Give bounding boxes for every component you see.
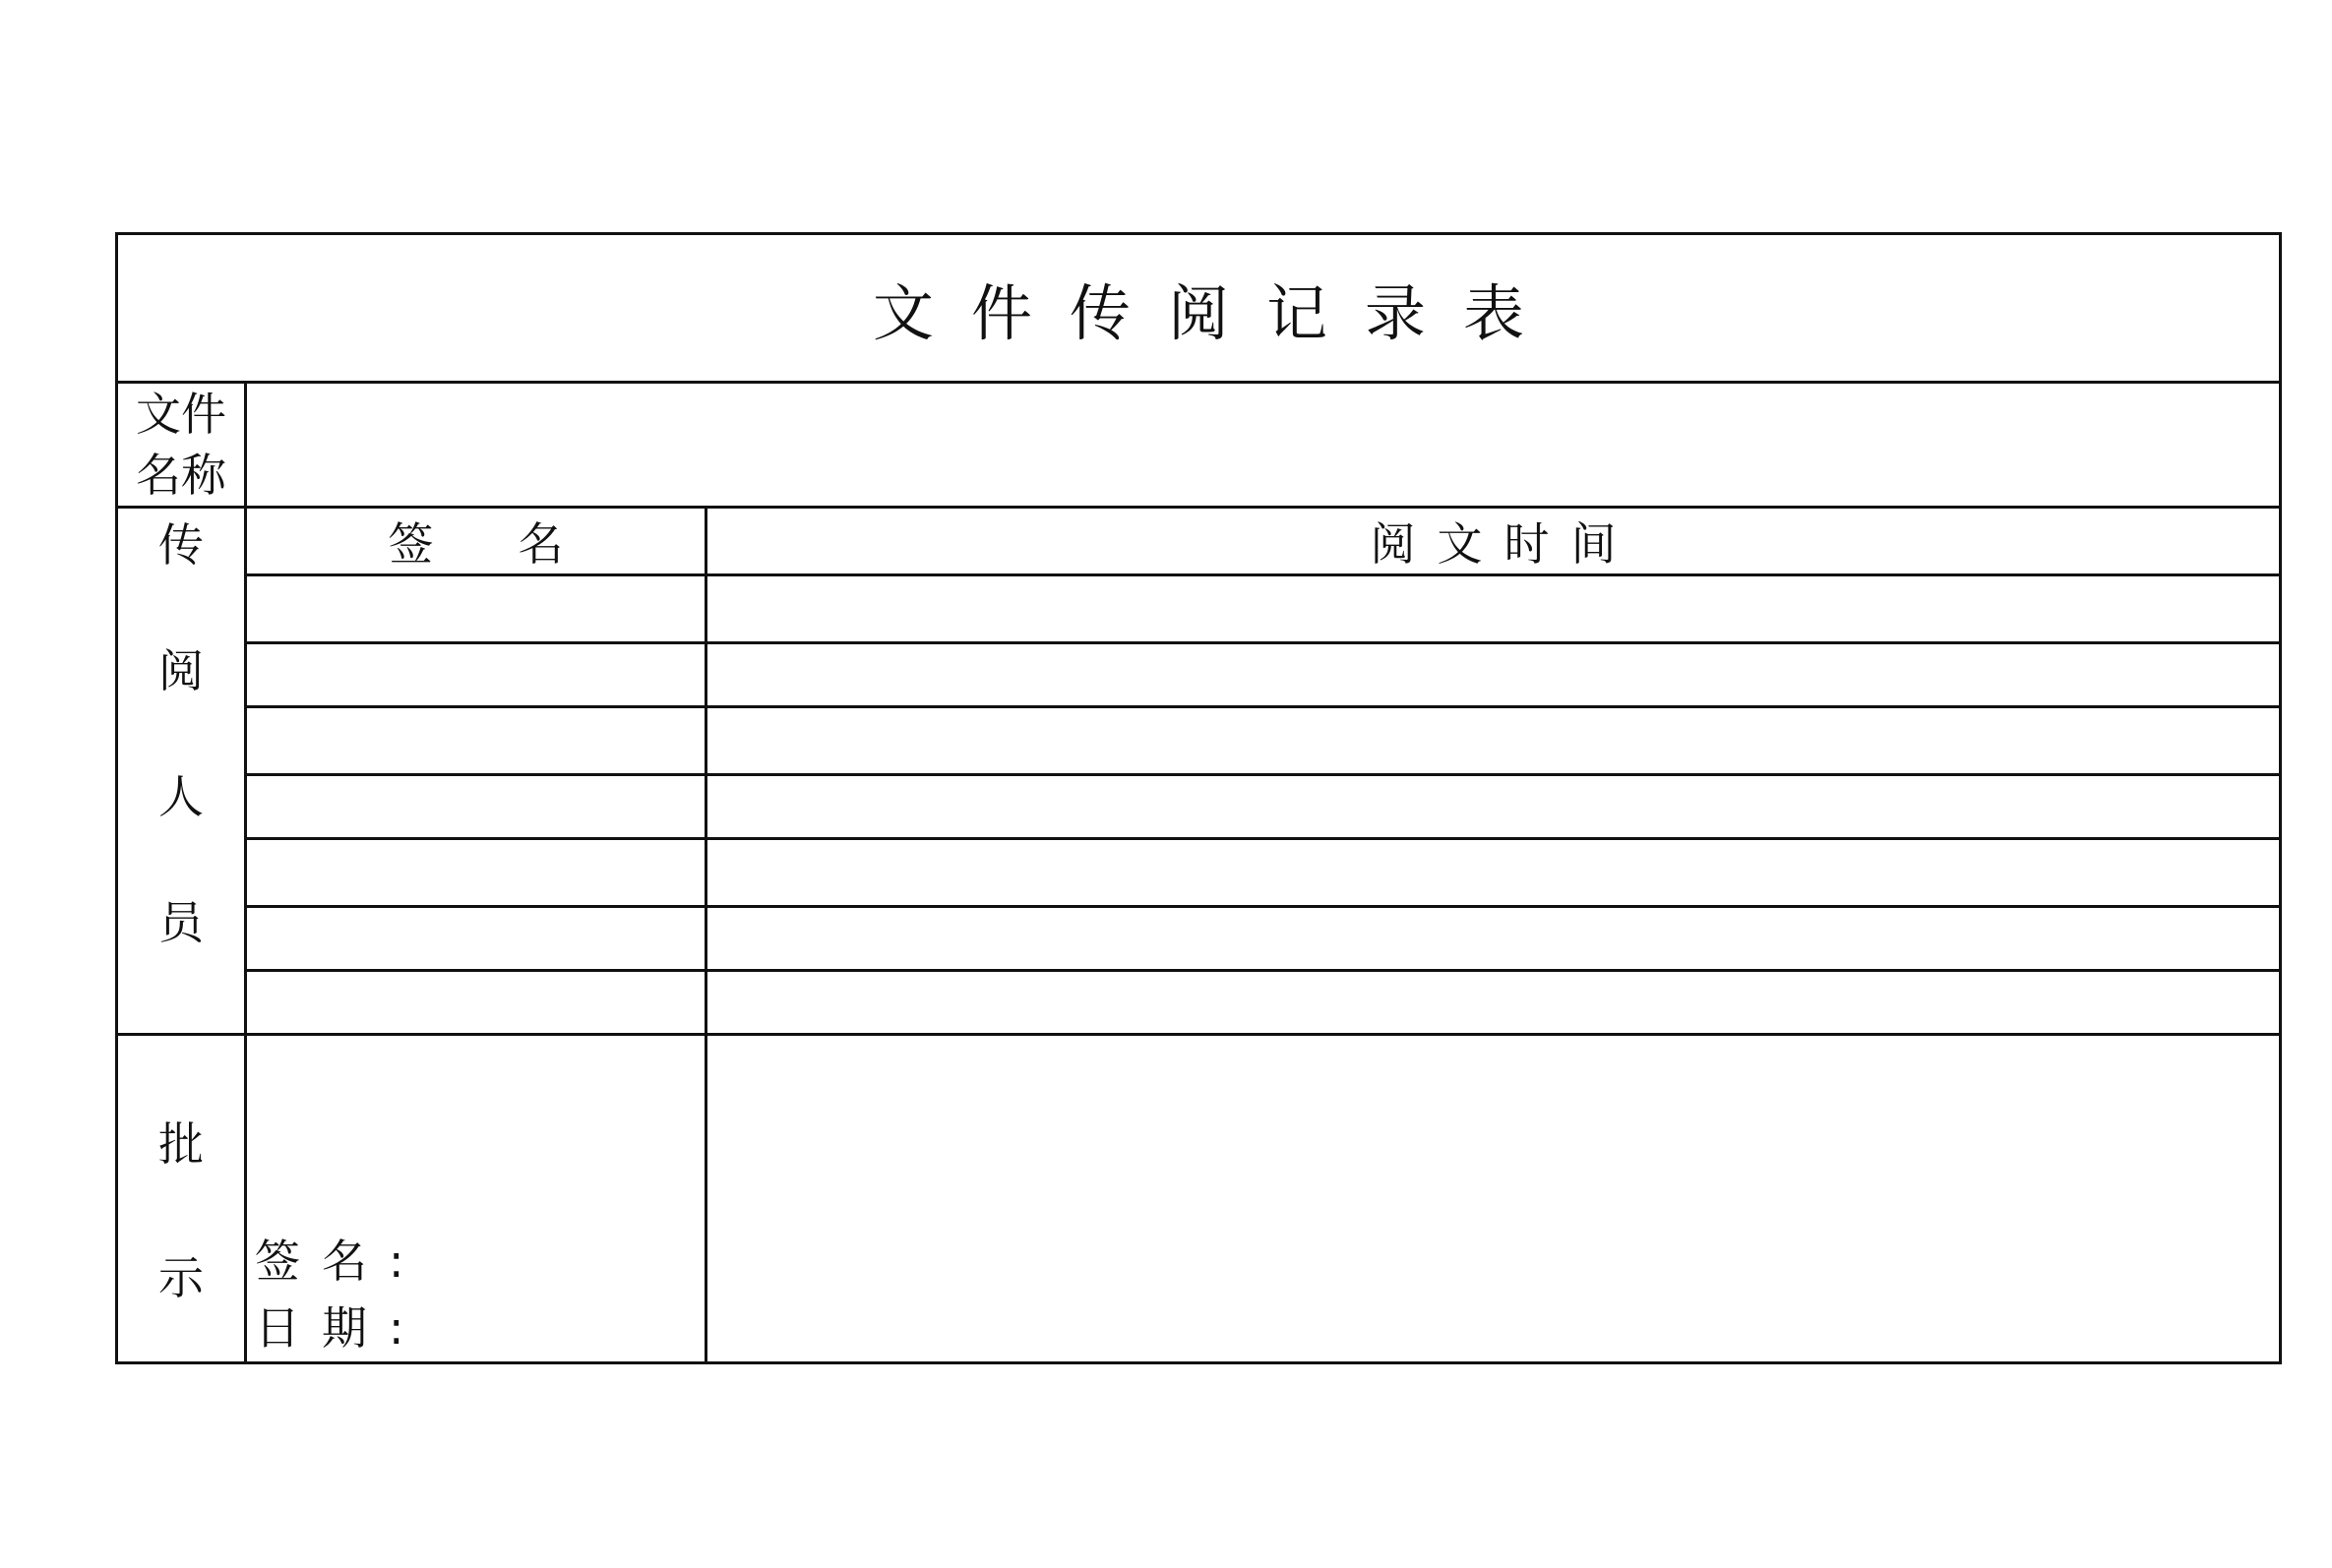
approval-content-field[interactable]: [706, 1035, 2281, 1363]
form-title: 文件传阅记录表: [117, 234, 2281, 383]
read-time-cell-5[interactable]: [706, 839, 2281, 907]
approval-signature-label: 签名: [255, 1235, 389, 1288]
signature-cell-5[interactable]: [246, 839, 706, 907]
approval-signature-colon: :: [389, 1235, 404, 1288]
signature-column-header: 签名: [246, 508, 706, 575]
signature-cell-7[interactable]: [246, 971, 706, 1035]
circulation-label-char-2: 阅: [158, 644, 204, 697]
circulation-label-char-3: 人: [158, 770, 204, 823]
approval-signature-line: [247, 1228, 705, 1295]
approval-date-colon: :: [389, 1301, 404, 1355]
file-name-label-line-2: 名称: [136, 449, 226, 502]
read-time-column-header: 阅文时间: [706, 508, 2281, 575]
signature-cell-2[interactable]: [246, 643, 706, 707]
read-time-cell-2[interactable]: [706, 643, 2281, 707]
circulation-label-char-4: 员: [158, 896, 204, 949]
approval-signature-area[interactable]: [246, 1035, 706, 1363]
file-name-label-line-1: 文件: [136, 388, 226, 441]
circulation-record-sheet: [115, 232, 2279, 1355]
signature-cell-1[interactable]: [246, 575, 706, 643]
read-time-cell-1[interactable]: [706, 575, 2281, 643]
approval-date-line: [247, 1295, 705, 1361]
file-name-label: [117, 383, 246, 508]
read-time-cell-4[interactable]: [706, 775, 2281, 839]
circulation-personnel-label: [117, 508, 246, 1035]
approval-label: [117, 1035, 246, 1363]
circulation-record-table: [115, 232, 2282, 1364]
read-time-cell-6[interactable]: [706, 907, 2281, 971]
approval-label-char-1: 批: [158, 1117, 204, 1171]
approval-date-label: 日期: [255, 1301, 389, 1355]
file-name-field[interactable]: [246, 383, 2281, 508]
read-time-cell-3[interactable]: [706, 707, 2281, 775]
read-time-cell-7[interactable]: [706, 971, 2281, 1035]
signature-cell-6[interactable]: [246, 907, 706, 971]
signature-cell-3[interactable]: [246, 707, 706, 775]
signature-cell-4[interactable]: [246, 775, 706, 839]
approval-label-char-2: 示: [158, 1251, 204, 1304]
circulation-label-char-1: 传: [158, 518, 204, 572]
